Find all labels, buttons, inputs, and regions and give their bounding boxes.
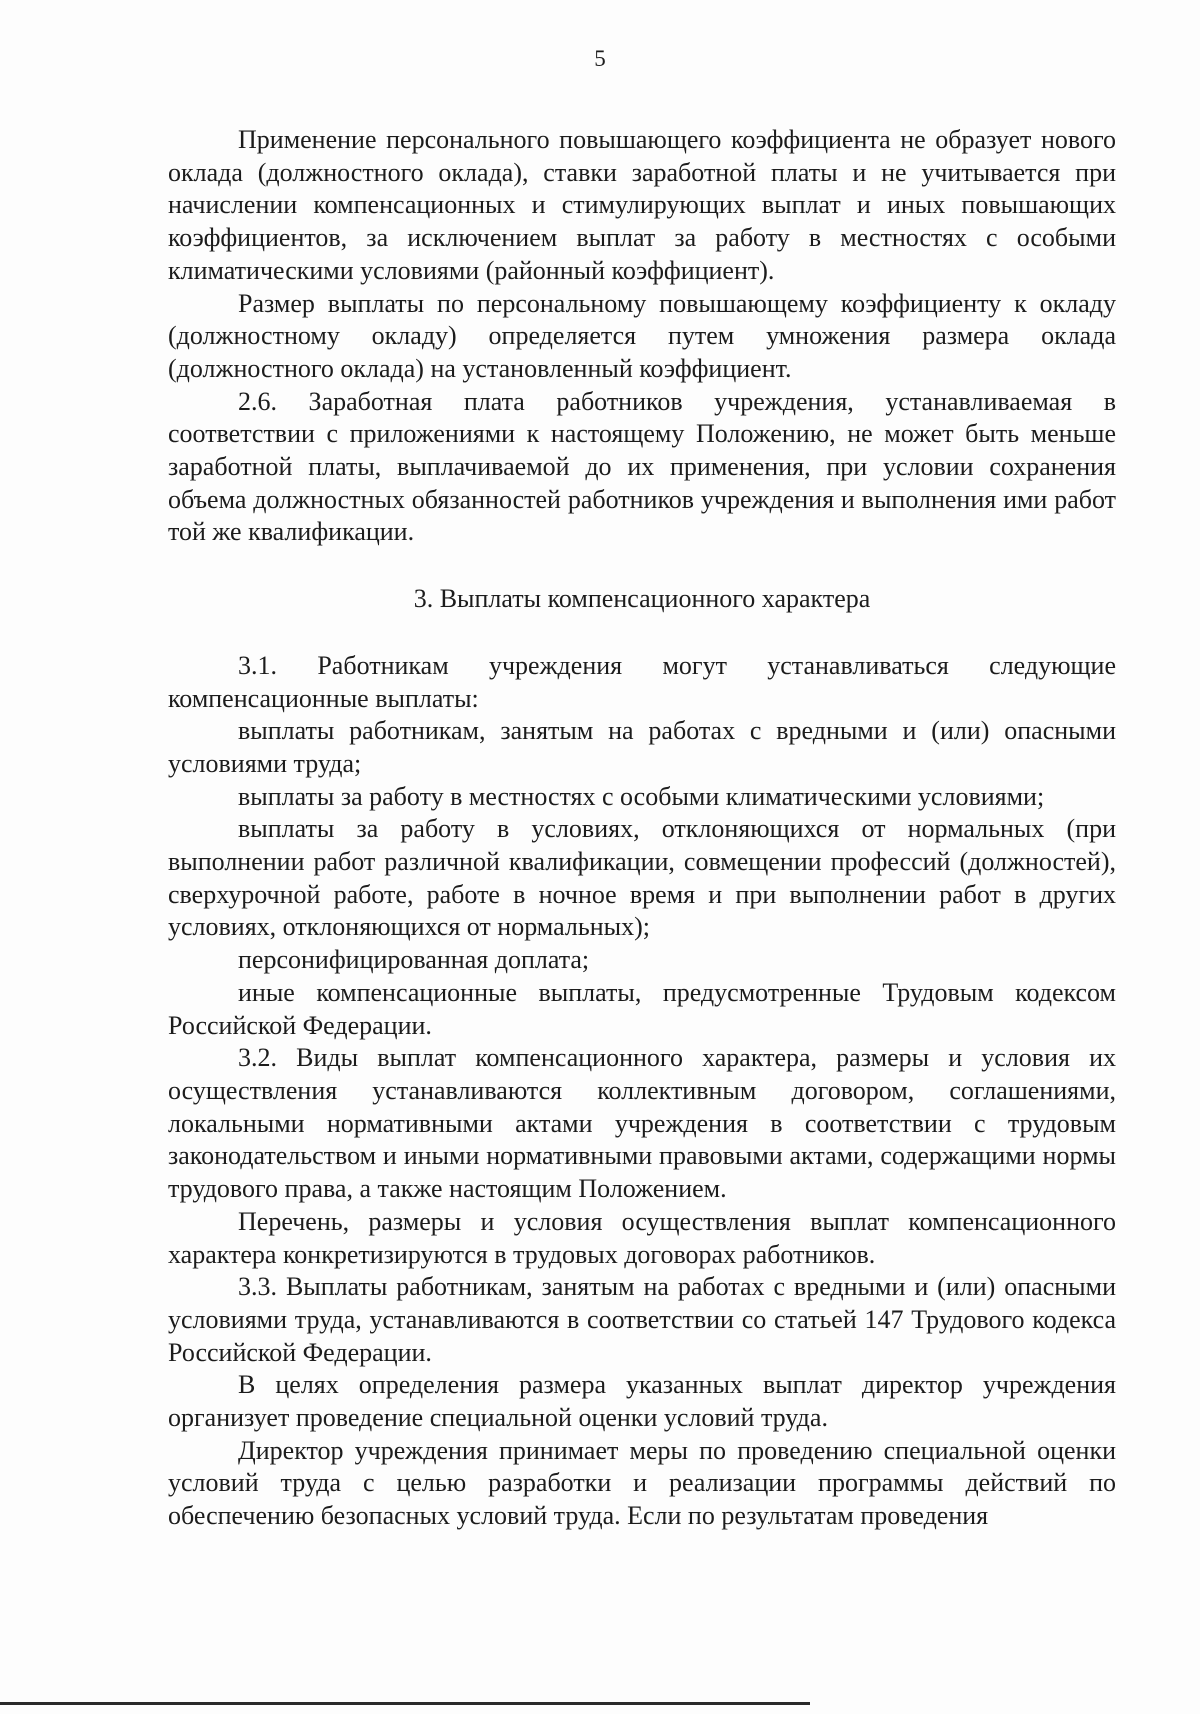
paragraph: 3.3. Выплаты работникам, занятым на работах с вредными и (или) опасными условиями труда, устанавливаются в соответствии со статьей 147 Трудового кодекса Российской Федерации. xyxy=(168,1272,1116,1367)
bottom-edge-line xyxy=(0,1702,810,1705)
paragraph: 2.6. Заработная плата работников учреждения, устанавливаемая в соответствии с приложениями к настоящему Положению, не может быть меньше заработной платы, выплачиваемой до их применения, при условии сохранения объема должностных обязанностей работников учреждения и выполнения ими работ той же квалификации. xyxy=(168,386,1116,547)
paragraph: 3.1. Работникам учреждения могут устанавливаться следующие компенсационные выплаты: xyxy=(168,650,1116,713)
section-heading: 3. Выплаты компенсационного характера xyxy=(413,584,871,614)
list-item: выплаты работникам, занятым на работах с вредными и (или) опасными условиями труда; xyxy=(168,716,1116,778)
list-item: выплаты за работу в условиях, отклоняющихся от нормальных (при выполнении работ различной квалификации, совмещении профессий (должностей), сверхурочной работе, работе в ночное время и при выполнении работ в других условиях, отклоняющихся от нормальных); xyxy=(168,814,1116,942)
page-number: 5 xyxy=(594,46,606,71)
list-item: персонифицированная доплата; xyxy=(238,945,590,975)
paragraph: Применение персонального повышающего коэффициента не образует нового оклада (должностного оклада), ставки заработной платы и не учитывается при начислении компенсационных и стимулирующих выплат и иных повышающих коэффициентов, за исключением выплат за работу в местностях с особыми климатическими условиями (районный коэффициент). xyxy=(168,125,1116,285)
list-item: иные компенсационные выплаты, предусмотренные Трудовым кодексом Российской Федерации. xyxy=(168,977,1116,1040)
document-body xyxy=(168,124,1116,1533)
paragraph: Размер выплаты по персональному повышающему коэффициенту к окладу (должностному окладу) определяется путем умножения размера оклада (должностного оклада) на установленный коэффициент. xyxy=(168,288,1116,383)
paragraph: В целях определения размера указанных выплат директор учреждения организует проведение специальной оценки условий труда. xyxy=(168,1370,1116,1433)
paragraph: Перечень, размеры и условия осуществления выплат компенсационного характера конкретизируются в трудовых договорах работников. xyxy=(168,1206,1116,1269)
paragraph: Директор учреждения принимает меры по проведению специальной оценки условий труда с целью разработки и реализации программы действий по обеспечению безопасных условий труда. Если по результатам проведения xyxy=(168,1435,1116,1531)
paragraph: 3.2. Виды выплат компенсационного характера, размеры и условия их осуществления устанавливаются коллективным договором, соглашениями, локальными нормативными актами учреждения в соответствии с трудовым законодательством и иными нормативными правовыми актами, содержащими нормы трудового права, а также настоящим Положением. xyxy=(168,1043,1116,1204)
list-item: выплаты за работу в местностях с особыми климатическими условиями; xyxy=(238,781,1045,811)
